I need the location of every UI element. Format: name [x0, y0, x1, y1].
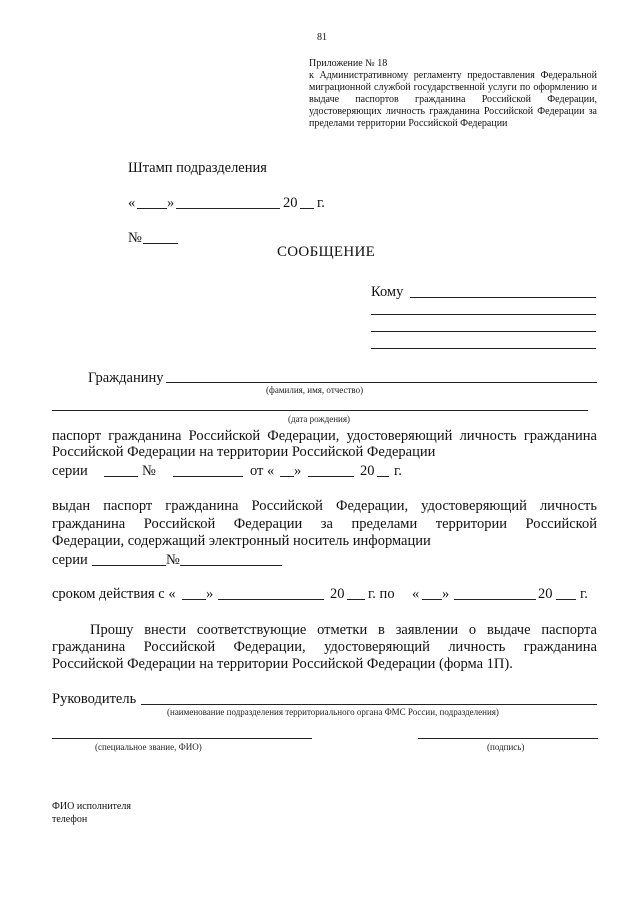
validity-quote-close: »	[206, 586, 214, 602]
rank-line	[52, 738, 312, 739]
number-line	[143, 243, 178, 244]
validity-quote-close-2: »	[442, 586, 450, 602]
caption-unit: (наименование подразделения территориального органа ФМС России, подразделения)	[167, 707, 499, 717]
head-label: Руководитель	[52, 691, 137, 707]
para1-from-label: от «	[250, 463, 275, 479]
para1-day-line	[280, 476, 294, 477]
para2-num-line	[180, 565, 282, 566]
citizen-line	[166, 382, 597, 383]
validity-day-line	[182, 599, 206, 600]
document-title: СООБЩЕНИЕ	[277, 244, 376, 260]
appendix-title: Приложение № 18	[309, 58, 388, 69]
para1-year-line	[377, 476, 389, 477]
to-line-2	[371, 314, 596, 315]
to-label: Кому	[371, 284, 404, 300]
appendix-line-3: выдаче паспортов гражданина Российской Федерации,	[309, 94, 597, 105]
to-line-3	[371, 331, 596, 332]
para2-line-3: Федерации, содержащий электронный носитель информации	[52, 533, 431, 549]
appendix-line-4: удостоверяющих личность гражданина Российской Федерации за	[309, 106, 597, 117]
para2-series-line	[92, 565, 166, 566]
caption-fio: (фамилия, имя, отчество)	[266, 385, 364, 395]
validity-label: сроком действия с «	[52, 586, 176, 602]
para1-month-line	[308, 476, 354, 477]
appendix-line-2: миграционной службой государственной услуги по оформлению и	[309, 82, 597, 93]
para2-line-2: гражданина Российской Федерации за пределами территории Российской	[52, 516, 597, 532]
date-close-quote: »	[167, 195, 175, 211]
para2-line-1: выдан паспорт гражданина Российской Федерации, удостоверяющий личность	[52, 498, 597, 514]
validity-year: 20	[330, 586, 345, 602]
page-number: 81	[317, 32, 327, 43]
date-month-line	[176, 208, 280, 209]
para1-year-suffix: г.	[394, 463, 402, 479]
validity-end: г.	[580, 586, 588, 602]
caption-rank: (специальное звание, ФИО)	[95, 742, 202, 752]
para1-quote-close: »	[294, 463, 302, 479]
validity-month-line-2	[454, 599, 536, 600]
appendix-line-5: пределами территории Российской Федерации	[309, 118, 508, 129]
birth-line	[52, 410, 588, 411]
validity-day-line-2	[422, 599, 442, 600]
validity-mid: г. по	[368, 586, 395, 602]
request-line-1: Прошу внести соответствующие отметки в заявлении о выдаче паспорта	[90, 622, 597, 638]
phone-label: телефон	[52, 814, 88, 825]
para1-line-1: паспорт гражданина Российской Федерации, удостоверяющий личность гражданина	[52, 428, 597, 444]
para2-num-label: №	[166, 552, 180, 568]
head-line	[141, 704, 597, 705]
para2-series-label: серии	[52, 552, 88, 568]
date-year-suffix: г.	[317, 195, 325, 211]
validity-month-line	[218, 599, 324, 600]
date-year-prefix: 20	[283, 195, 298, 211]
caption-birth: (дата рождения)	[288, 414, 350, 424]
para1-year: 20	[360, 463, 375, 479]
para1-series-line	[104, 476, 138, 477]
to-line-1	[410, 297, 596, 298]
validity-year-line	[347, 599, 365, 600]
signature-line	[418, 738, 598, 739]
request-line-3: Российской Федерации на территории Российской Федерации (форма 1П).	[52, 656, 513, 672]
validity-year-2: 20	[538, 586, 553, 602]
para1-num-line	[173, 476, 243, 477]
to-line-4	[371, 348, 596, 349]
caption-signature: (подпись)	[487, 742, 525, 752]
validity-quote-open: «	[412, 586, 420, 602]
date-day-line	[137, 208, 167, 209]
stamp-label: Штамп подразделения	[128, 160, 267, 176]
date-open-quote: «	[128, 195, 136, 211]
appendix-line-1: к Административному регламенту предоставления Федеральной	[309, 70, 597, 81]
executor-label: ФИО исполнителя	[52, 801, 131, 812]
para1-line-2: Российской Федерации на территории Российской Федерации	[52, 444, 436, 460]
number-label: №	[128, 230, 142, 246]
date-year-line	[300, 208, 314, 209]
para1-num-label: №	[142, 463, 156, 479]
request-line-2: гражданина Российской Федерации, удостоверяющий личность гражданина	[52, 639, 597, 655]
citizen-label: Гражданину	[88, 370, 164, 386]
para1-series-label: серии	[52, 463, 88, 479]
validity-year-line-2	[556, 599, 576, 600]
